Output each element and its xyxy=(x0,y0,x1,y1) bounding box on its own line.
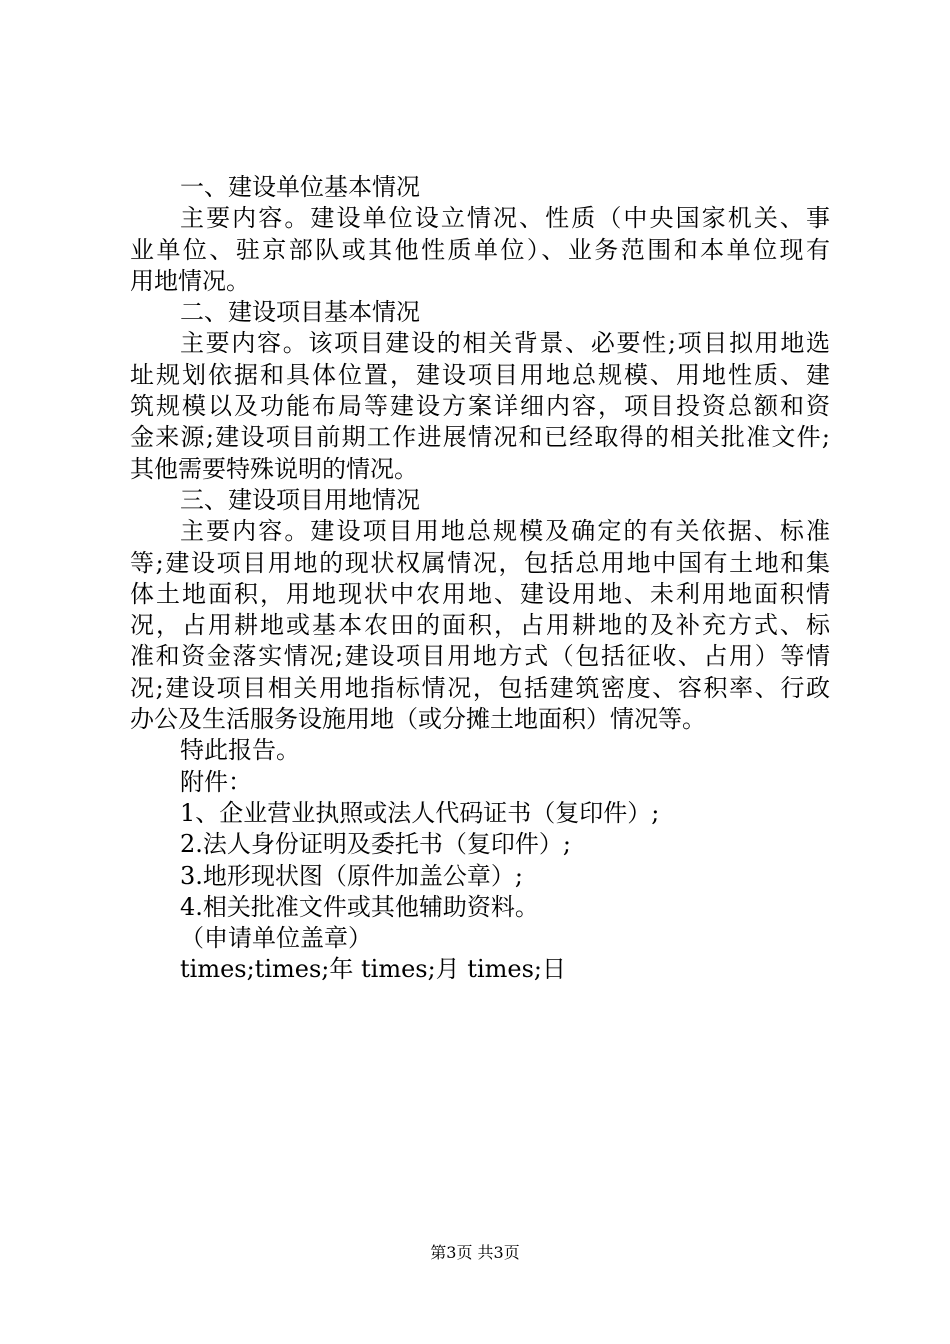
document-body xyxy=(130,172,830,986)
closing-statement: 特此报告。 xyxy=(180,736,300,765)
paragraph-line: 用地情况。 xyxy=(130,266,250,295)
paragraph-line: 主要内容。建设项目用地总规模及确定的有关依据、标准 xyxy=(180,517,830,546)
attachment-item: 1、企业营业执照或法人代码证书（复印件）; xyxy=(180,798,660,827)
paragraph-line: 主要内容。建设单位设立情况、性质（中央国家机关、事 xyxy=(180,204,830,233)
paragraph-line: 办公及生活服务设施用地（或分摊土地面积）情况等。 xyxy=(130,705,706,734)
attachments-heading: 附件： xyxy=(180,767,252,796)
attachment-item: 2.法人身份证明及委托书（复印件）; xyxy=(180,830,571,859)
paragraph-line: 业单位、驻京部队或其他性质单位）、业务范围和本单位现有 xyxy=(130,235,830,264)
paragraph-line: 金来源;建设项目前期工作进展情况和已经取得的相关批准文件; xyxy=(130,423,830,452)
attachment-item: 3.地形现状图（原件加盖公章）; xyxy=(180,861,523,890)
paragraph-line: 况，占用耕地或基本农田的面积，占用耕地的及补充方式、标 xyxy=(130,611,830,640)
section-heading-1: 一、建设单位基本情况 xyxy=(180,173,420,201)
paragraph-line: 址规划依据和具体位置，建设项目用地总规模、用地性质、建 xyxy=(130,360,830,389)
attachment-item: 4.相关批准文件或其他辅助资料。 xyxy=(180,892,539,921)
paragraph-line: 体土地面积，用地现状中农用地、建设用地、未利用地面积情 xyxy=(130,579,830,608)
section-heading-3: 三、建设项目用地情况 xyxy=(180,485,420,514)
paragraph-line: 筑规模以及功能布局等建设方案详细内容，项目投资总额和资 xyxy=(130,392,830,421)
date-line: times;times;年 times;月 times;日 xyxy=(180,955,566,984)
paragraph-line: 主要内容。该项目建设的相关背景、必要性;项目拟用地选 xyxy=(180,329,830,358)
seal-line: （申请单位盖章） xyxy=(180,924,372,953)
page-footer: 第3页 共3页 xyxy=(430,1243,520,1262)
paragraph-line: 等;建设项目用地的现状权属情况，包括总用地中国有土地和集 xyxy=(130,548,830,577)
paragraph-line: 况;建设项目相关用地指标情况，包括建筑密度、容积率、行政 xyxy=(130,673,830,702)
paragraph-line: 准和资金落实情况;建设项目用地方式（包括征收、占用）等情 xyxy=(130,642,830,671)
paragraph-line: 其他需要特殊说明的情况。 xyxy=(130,454,418,483)
section-heading-2: 二、建设项目基本情况 xyxy=(180,298,420,327)
